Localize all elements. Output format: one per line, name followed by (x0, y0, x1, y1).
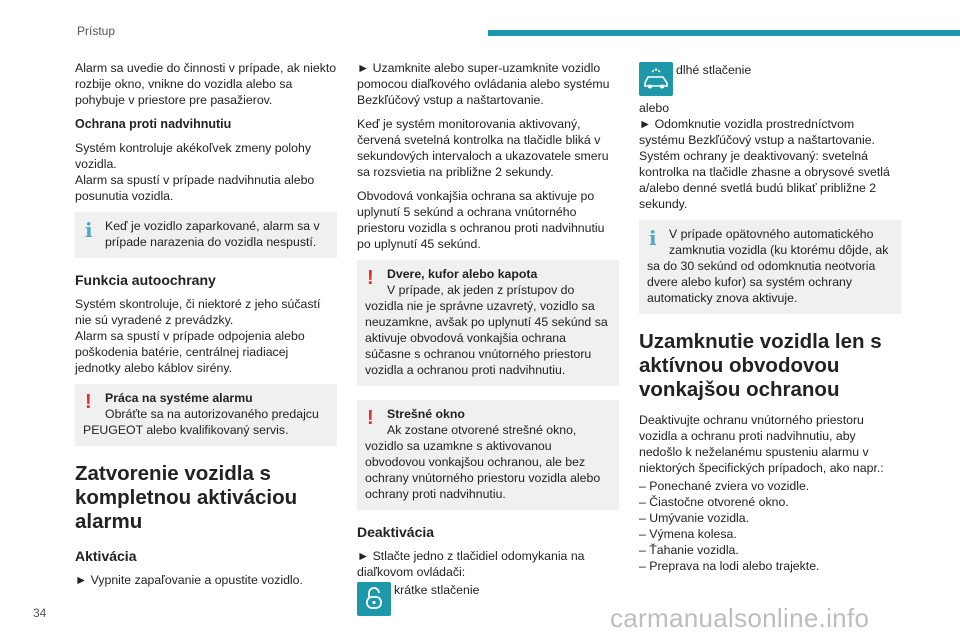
list-item: – Ťahanie vozidla. (639, 543, 739, 557)
full-activation-heading: Zatvorenie vozidla s kompletnou aktiváciou alarmu (75, 462, 298, 533)
warning-box-doors: ! Dvere, kufor alebo kapota V prípade, ak jeden z prístupov do vozidla nie je správne uzavretý, vozidlo sa neuzamkne, avšak po uplynutí 45 sekúnd sa aktivuje obvodová vonkajšia ochrana súčasne s ochranou vnútorného priestoru vozidla a ochranou proti nadvihnutiu. (357, 260, 619, 386)
perimeter-lock-text: Deaktivujte ochranu vnútorného priestoru vozidla a ochranu proti nadvihnutiu, aby nedošlo k neželanému spusteniu alarmu v niektorých špecifických prípadoch, ako napr.: (639, 413, 884, 475)
self-protection-title: Funkcia autoochrany (75, 272, 216, 288)
column-2 (357, 60, 619, 620)
section-label: Prístup (77, 24, 116, 38)
column-3 (639, 60, 901, 574)
info-box-parking (75, 212, 337, 258)
deactivation-title: Deaktivácia (357, 524, 435, 540)
list-item: – Ponechané zviera vo vozidle. (639, 479, 810, 493)
watermark: carmanualsonline.info (610, 603, 870, 633)
list-item: – Preprava na lodi alebo trajekte. (639, 559, 820, 573)
info-box-relock: i V prípade opätovného automatického zamknutia vozidla (ku ktorému dôjde, ak sa do 30 sekúnd od odomknutia neotvoria dvere alebo kufor) sa systém ochrany automaticky znova aktivuje. (639, 220, 901, 314)
list-item: – Umývanie vozidla. (639, 511, 750, 525)
page-number: 34 (33, 606, 47, 620)
unlock-key-icon (357, 582, 391, 616)
list-item: – Výmena kolesa. (639, 527, 737, 541)
activation-step: ► Vypnite zapaľovanie a opustite vozidlo. (75, 573, 303, 587)
warning-icon: ! (367, 407, 374, 429)
warning-title: Dvere, kufor alebo kapota (387, 267, 538, 281)
activation-title: Aktivácia (75, 548, 137, 564)
monitoring-text: Keď je systém monitorovania aktivovaný, červená svetelná kontrolka na tlačidle bliká v sekundových intervaloch a ukazovatele smeru sa rozsvietia na približne 2 sekundy. (357, 117, 609, 179)
warning-icon: ! (85, 391, 92, 413)
info-icon: i (649, 226, 657, 250)
car-key-icon (639, 62, 673, 96)
alarm-trigger-text: Alarm sa uvedie do činnosti v prípade, ak niekto rozbije okno, vnikne do vozidla alebo sa pohybuje v priestore pre pasažierov. (75, 61, 337, 107)
perimeter-lock-heading: Uzamknutie vozidla len s aktívnou obvodovou vonkajšou ochranou (639, 330, 882, 401)
unlock-keyless-text: alebo ► Odomknutie vozidla prostredníctvom systému Bezkľúčový vstup a naštartovanie. Systém ochrany je deaktivovaný: svetelná kontrolka na tlačidle zhasne a obrysové svetlá a/alebo denné svetlá budú blikať približne 2 sekundy. (639, 101, 890, 211)
short-press-label: krátke stlačenie (394, 583, 480, 597)
warning-box-alarm-work: ! Práca na systéme alarmu Obráťte sa na autorizovaného predajcu PEUGEOT alebo kvalifikovaný servis. (75, 384, 337, 446)
warning-title: Strešné okno (387, 407, 465, 421)
list-item: – Čiastočne otvorené okno. (639, 495, 789, 509)
long-press-label: dlhé stlačenie (676, 63, 752, 77)
perimeter-activation-text: Obvodová vonkajšia ochrana sa aktivuje po uplynutí 5 sekúnd a ochrana vnútorného priestoru vozidla s ochranou proti nadvihnutiu po uplynutí 45 sekúnd. (357, 189, 605, 251)
tilt-protection-title: Ochrana proti nadvihnutiu (75, 117, 232, 131)
self-protection-text: Systém skontroluje, či niektoré z jeho súčastí nie sú vyradené z prevádzky. Alarm sa spustí v prípade odpojenia alebo poškodenia batérie, centrálnej riadiacej jednotky alebo káblov sirény. (75, 297, 321, 375)
deactivation-step: ► Stlačte jedno z tlačidiel odomykania na diaľkovom ovládači: (357, 549, 585, 579)
header-accent-bar (488, 30, 960, 36)
case-list (639, 478, 901, 574)
info-box-text: Keď je vozidlo zaparkované, alarm sa v prípade narazenia do vozidla nespustí. (105, 219, 320, 249)
warning-box-sunroof: ! Strešné okno Ak zostane otvorené strešné okno, vozidlo sa uzamkne s aktivovanou obvodovou vonkajšou ochranou, ale bez ochrany vnútorného priestoru vozidla alebo ochrany proti nadvihnutiu. (357, 400, 619, 510)
tilt-protection-text: Systém kontroluje akékoľvek zmeny polohy vozidla. Alarm sa spustí v prípade nadvihnutia alebo posunutia vozidla. (75, 141, 315, 203)
lock-step: ► Uzamknite alebo super-uzamknite vozidlo pomocou diaľkového ovládania alebo systému Bezkľúčový vstup a naštartovanie. (357, 61, 610, 107)
short-press-row (357, 582, 619, 616)
column-1 (75, 60, 337, 596)
warning-icon: ! (367, 267, 374, 289)
long-press-row (639, 62, 901, 96)
warning-title: Práca na systéme alarmu (105, 391, 253, 405)
info-icon: i (85, 218, 93, 242)
